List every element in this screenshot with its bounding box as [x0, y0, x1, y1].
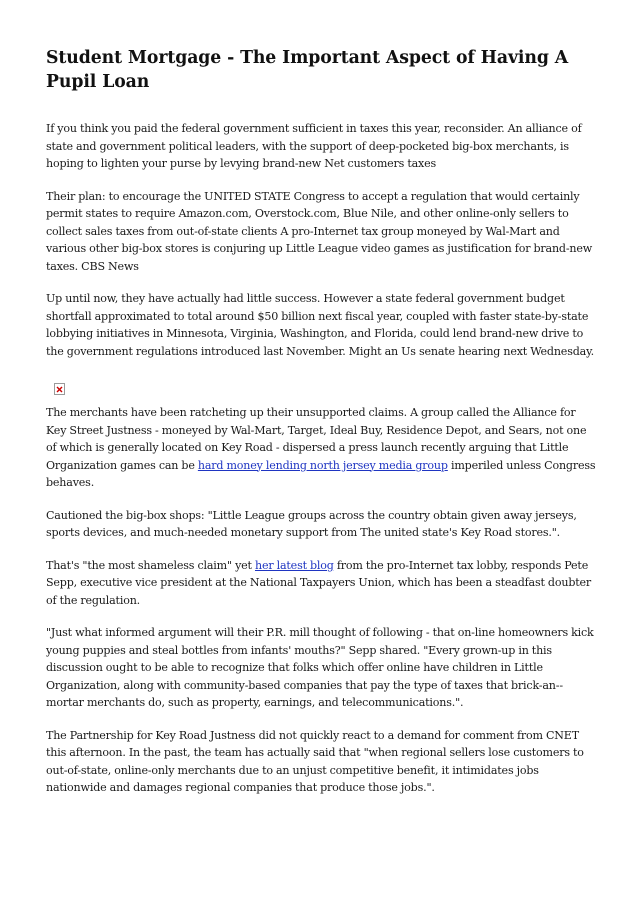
paragraph-merchants-text-before: The merchants have been ratcheting up their unsupported claims. A group called the Alliance for Key Street Justness - moneyed by Wal-Mart, Target, Ideal Buy, Residence Depot, and Sears, not one of which is generally located on Key Road - dispersed a press launch recently arguing that Little Organization games can be [46, 406, 587, 472]
hard-money-lending-link[interactable]: hard money lending north jersey media group [197, 458, 448, 472]
paragraph-shameless-text-before: That's "the most shameless claim" yet [46, 558, 255, 572]
image-placeholder [46, 375, 598, 399]
paragraph-shameless-claim [46, 557, 598, 610]
paragraph-plan: Their plan: to encourage the UNITED STATE Congress to accept a regulation that would certainly permit states to require Amazon.com, Overstock.com, Blue Nile, and other online-only sellers to collect sales taxes from out-of-state clients A pro-Internet tax group moneyed by Wal-Mart and various other big-box stores is conjuring up Little League video games as justification for brand-new taxes. CBS News [46, 189, 593, 273]
paragraph-merchants [46, 404, 598, 492]
paragraph-merchants-text-after: imperiled unless Congress behaves. [46, 458, 596, 489]
document-page [46, 46, 598, 812]
paragraph-partnership: The Partnership for Key Road Justness did not quickly react to a demand for comment from CNET this afternoon. In the past, the team has actually said that "when regional sellers lose customers to out-of-state, online-only merchants due to an unjust competitive benefit, it intimidates jobs nationwide and damages regional companies that produce those jobs.". [46, 728, 584, 794]
paragraph-shameless-text-after: from the pro-Internet tax lobby, responds Pete Sepp, executive vice president at the National Taxpayers Union, which has been a steadfast doubter of the regulation. [46, 558, 592, 607]
paragraph-sepp-quote: "Just what informed argument will their P.R. mill thought of following - that on-line homeowners kick young puppies and steal bottles from infants' mouths?" Sepp shared. "Every grown-up in this discussion ought to be able to recognize that folks which offer online have children in Little Organization, along with community-based companies that pay the type of taxes that brick-an--mortar merchants do, such as property, earnings, and telecommunications.". [46, 626, 594, 709]
article-title: Student Mortgage - The Important Aspect of Having A Pupil Loan [46, 48, 569, 92]
paragraph-cautioned: Cautioned the big-box shops: "Little League groups across the country obtain given away jerseys, sports devices, and much-needed monetary support from The united state's Key Road stores.". [46, 508, 577, 539]
paragraph-success: Up until now, they have actually had little success. However a state federal government budget shortfall approximated to total around $50 billion next fiscal year, coupled with faster state-by-state lobbying initiatives in Minnesota, Virginia, Washington, and Florida, could lend brand-new drive to the government regulations introduced last November. Might an Us senate hearing next Wednesday. [46, 292, 595, 358]
broken-image-icon [54, 383, 65, 395]
paragraph-intro: If you think you paid the federal government sufficient in taxes this year, reconsider. An alliance of state and government political leaders, with the support of deep-pocketed big-box merchants, is hoping to lighten your purse by levying brand-new Net customers taxes [46, 122, 582, 170]
her-latest-blog-link[interactable]: her latest blog [254, 558, 334, 572]
